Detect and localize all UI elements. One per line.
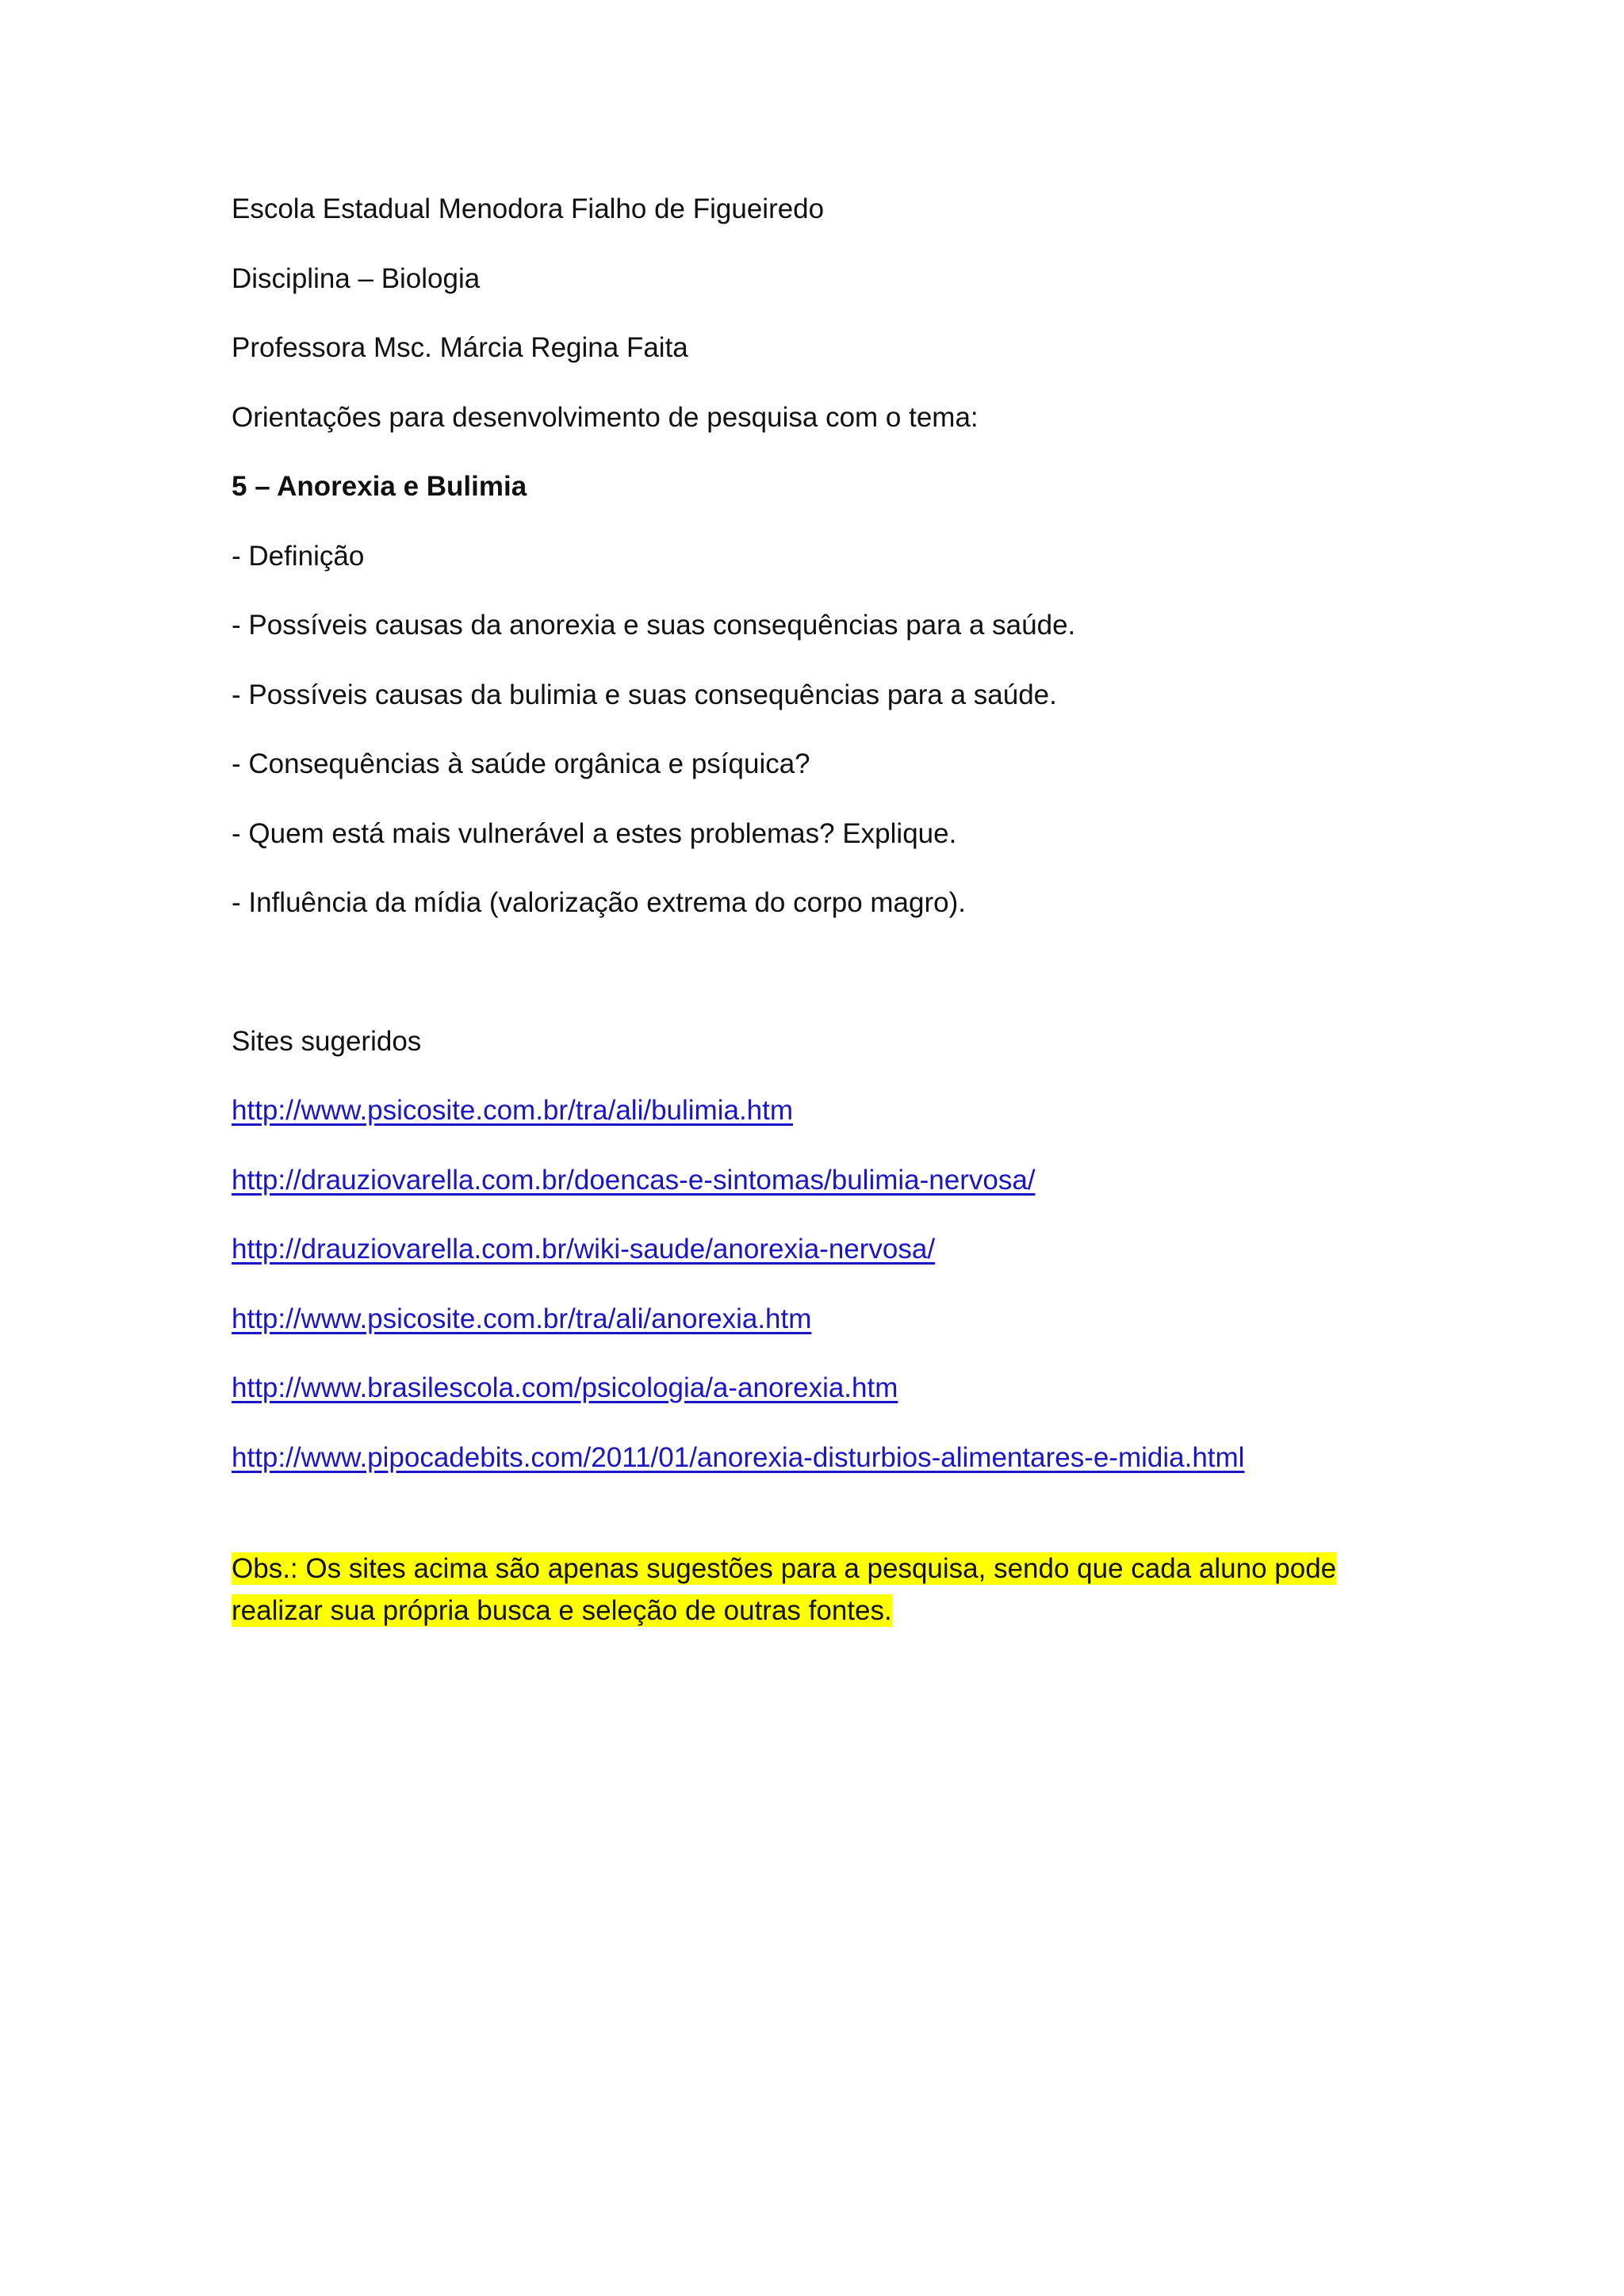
teacher-line: Professora Msc. Márcia Regina Faita: [232, 332, 688, 363]
theme-title: 5 – Anorexia e Bulimia: [232, 471, 527, 502]
section-spacer: [232, 952, 1389, 1021]
sites-heading: Sites sugeridos: [232, 1025, 422, 1057]
site-link[interactable]: http://drauziovarella.com.br/doencas-e-sintomas/bulimia-nervosa/: [232, 1164, 1036, 1196]
school-name: Escola Estadual Menodora Fialho de Figueiredo: [232, 193, 825, 224]
site-link[interactable]: http://drauziovarella.com.br/wiki-saude/anorexia-nervosa/: [232, 1234, 936, 1265]
topic-item: - Definição: [232, 540, 365, 572]
topic-item: - Possíveis causas da anorexia e suas consequências para a saúde.: [232, 610, 1076, 641]
topic-item: - Influência da mídia (valorização extrema do corpo magro).: [232, 887, 966, 918]
note-block: [232, 1548, 1389, 1632]
site-link[interactable]: http://www.psicosite.com.br/tra/ali/bulimia.htm: [232, 1095, 794, 1126]
site-link[interactable]: http://www.psicosite.com.br/tra/ali/anorexia.htm: [232, 1303, 812, 1334]
discipline-line: Disciplina – Biologia: [232, 262, 481, 294]
topic-item: - Possíveis causas da bulimia e suas consequências para a saúde.: [232, 679, 1057, 710]
topic-item: - Consequências à saúde orgânica e psíquica?: [232, 748, 810, 779]
highlighted-note: Obs.: Os sites acima são apenas sugestões para a pesquisa, sendo que cada aluno pode realizar sua própria busca e seleção de outras fontes.: [232, 1552, 1337, 1626]
site-link[interactable]: http://www.pipocadebits.com/2011/01/anorexia-disturbios-alimentares-e-midia.html: [232, 1441, 1245, 1473]
topic-item: - Quem está mais vulnerável a estes problemas? Explique.: [232, 817, 957, 849]
orientation-line: Orientações para desenvolvimento de pesquisa com o tema:: [232, 401, 979, 433]
site-link[interactable]: http://www.brasilescola.com/psicologia/a-anorexia.htm: [232, 1372, 898, 1403]
document-body: [232, 189, 1389, 1632]
